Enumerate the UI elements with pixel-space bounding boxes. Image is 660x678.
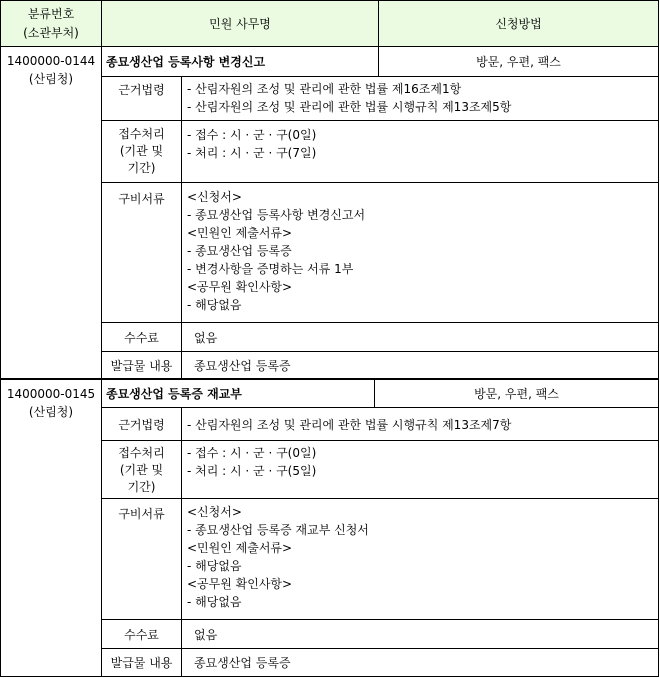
record-code: 1400000-0144 xyxy=(6,54,96,68)
docs-label: 구비서류 xyxy=(102,183,182,323)
process-line: - 처리 : 시 · 군 · 구(5일) xyxy=(187,464,317,478)
process-line: - 접수 : 시 · 군 · 구(0일) xyxy=(187,446,317,460)
doc-line: <민원인 제출서류> xyxy=(187,541,293,555)
doc-line: <공무원 확인사항> xyxy=(187,577,293,591)
record-ministry: (산림청) xyxy=(28,72,74,86)
legal-label: 근거법령 xyxy=(102,77,182,121)
process-line: - 접수 : 시 · 군 · 구(0일) xyxy=(187,128,317,142)
issue-label: 발급물 내용 xyxy=(102,649,182,676)
record-code-cell xyxy=(1,47,102,380)
required-docs xyxy=(182,183,658,323)
doc-line: <공무원 확인사항> xyxy=(187,280,293,294)
header-name-column: 민원 사무명 xyxy=(102,1,379,47)
doc-line: - 해당없음 xyxy=(187,595,242,609)
legal-line: - 산림자원의 조성 및 관리에 관한 법률 제16조제1항 xyxy=(187,82,462,96)
doc-line: - 변경사항을 증명하는 서류 1부 xyxy=(187,262,354,276)
header-code-column xyxy=(1,1,102,47)
process-info xyxy=(182,121,658,183)
doc-line: - 해당없음 xyxy=(187,559,242,573)
issue-value: 종묘생산업 등록증 xyxy=(194,656,291,670)
process-label: 접수처리 (기관 및 기간) xyxy=(102,121,182,183)
fee-value: 없음 xyxy=(182,620,658,649)
record-title: 종묘생산업 등록사항 변경신고 xyxy=(102,47,379,77)
doc-line: - 종묘생산업 등록사항 변경신고서 xyxy=(187,208,366,222)
doc-line: - 종묘생산업 등록증 xyxy=(187,244,292,258)
legal-line: - 산림자원의 조성 및 관리에 관한 법률 시행규칙 제13조제5항 xyxy=(187,100,512,114)
fee-label: 수수료 xyxy=(102,323,182,352)
process-line: - 처리 : 시 · 군 · 구(7일) xyxy=(187,146,317,160)
doc-line: - 해당없음 xyxy=(187,298,242,312)
record-method: 방문, 우편, 팩스 xyxy=(379,47,658,77)
issue-value: 종묘생산업 등록증 xyxy=(182,352,658,380)
header-ministry-label: (소관부처) xyxy=(23,25,79,40)
legal-label: 근거법령 xyxy=(102,408,182,441)
doc-line: <신청서> xyxy=(187,190,242,204)
header-method-column: 신청방법 xyxy=(379,1,658,47)
process-label: 접수처리 (기관 및 기간) xyxy=(102,441,182,499)
doc-line: <신청서> xyxy=(187,505,242,519)
issue-label: 발급물 내용 xyxy=(102,352,182,380)
doc-line: - 종묘생산업 등록증 재교부 신청서 xyxy=(187,523,369,537)
record-title: 종묘생산업 등록증 재교부 xyxy=(102,380,375,408)
legal-line: - 산림자원의 조성 및 관리에 관한 법률 시행규칙 제13조제7항 xyxy=(187,417,512,432)
header-code-label: 분류번호 xyxy=(27,6,75,21)
record-method: 방문, 우편, 팩스 xyxy=(375,380,658,408)
record-code-cell xyxy=(1,380,102,676)
record-code: 1400000-0145 xyxy=(6,387,96,401)
fee-value: 없음 xyxy=(182,323,658,352)
process-info xyxy=(182,441,658,499)
record-ministry: (산림청) xyxy=(28,405,74,419)
doc-line: <민원인 제출서류> xyxy=(187,226,293,240)
required-docs xyxy=(182,499,658,620)
legal-basis xyxy=(182,408,658,441)
legal-basis xyxy=(182,77,658,121)
docs-label: 구비서류 xyxy=(102,499,182,620)
fee-label: 수수료 xyxy=(102,620,182,649)
